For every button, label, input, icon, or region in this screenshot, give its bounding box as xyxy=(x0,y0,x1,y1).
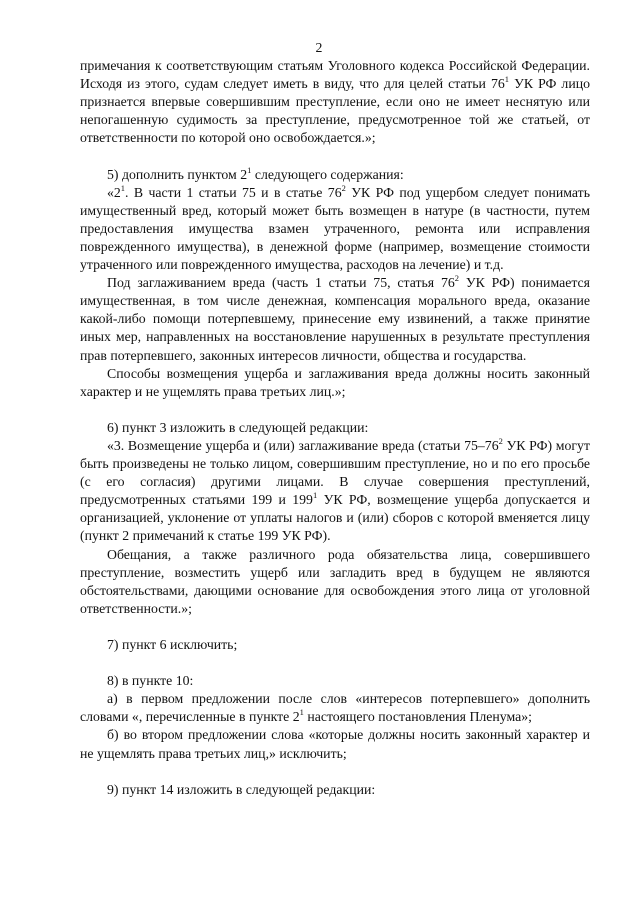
text-segment: УК РФ) понимается имущественная, в том числе денежная, компенсация морального вреда, оказание какой-либо помощи потерпевшему, принесение ему извинений, а также принятие иных мер, направленных на восстановление нарушенных в результате преступления прав потерпевшего, законных интересов личности, общества и государства. xyxy=(80,275,590,363)
text-segment: Способы возмещения ущерба и заглаживания вреда должны носить законный характер и не ущемлять права третьих лиц.»; xyxy=(80,365,590,399)
paragraph-p9 xyxy=(80,636,590,654)
superscript-index: 2 xyxy=(454,273,459,284)
text-segment: Обещания, а также различного рода обязательства лица, совершившего преступление, возместить ущерб или загладить вред в будущем не являются обстоятельствами, дающими основание для освобождения этого лица от уголовной ответственности.»; xyxy=(80,546,590,616)
paragraph-p4 xyxy=(80,274,590,364)
superscript-index: 1 xyxy=(504,74,510,85)
superscript-index: 2 xyxy=(498,435,503,446)
superscript-index: 1 xyxy=(247,164,252,175)
text-segment: следующего содержания: xyxy=(251,166,404,182)
superscript-index: 1 xyxy=(120,182,126,193)
text-segment: УК РФ, возмещение ущерба допускается и организацией, уклонение от уплаты налогов и (или) сборов с которой вменяется лицу (пункт 2 примечаний к статье 199 УК РФ). xyxy=(80,492,590,544)
paragraph-p2 xyxy=(80,166,590,184)
text-segment: «3. Возмещение ущерба и (или) заглаживание вреда (статьи 75–76 xyxy=(107,437,499,453)
paragraph-p5 xyxy=(80,365,590,401)
paragraph-p6 xyxy=(80,419,590,437)
text-segment: УК РФ) могут быть произведены не только лицом, совершившим преступление, но и по его просьбе (с его согласия) другими лицами. В случае совершения преступлений, предусмотренных статьями 199 и 199 xyxy=(80,437,590,508)
text-segment: 5) дополнить пунктом 2 xyxy=(107,166,248,182)
text-segment: УК РФ лицо признается впервые совершившим преступление, если оно не имеет неснятую или непогашенную судимость за преступление, предусмотренное той же статьей, от ответственности по которой оно освобождается.»; xyxy=(80,76,590,146)
paragraph-p13 xyxy=(80,781,590,799)
paragraph-p10 xyxy=(80,672,590,690)
text-segment: настоящего постановления Пленума»; xyxy=(303,709,533,725)
text-segment: «2 xyxy=(107,184,121,200)
text-segment: Под заглаживанием вреда (часть 1 статьи 75, статья 76 xyxy=(107,275,455,291)
text-segment: УК РФ под ущербом следует понимать имущественный вред, который может быть возмещен в натуре (в частности, путем предоставления имущества взамен утраченного, ремонта или исправления поврежденного имущества), в денежной форме (например, возмещение стоимости утраченного или поврежденного имущества, расходов на лечение) и т.д. xyxy=(80,184,591,273)
text-segment: 6) пункт 3 изложить в следующей редакции: xyxy=(107,419,369,435)
document-body xyxy=(80,57,590,799)
superscript-index: 2 xyxy=(341,182,346,193)
text-segment: б) во втором предложении слова «которые должны носить законный характер и не ущемлять права третьих лиц,» исключить; xyxy=(80,727,590,761)
paragraph-p12 xyxy=(80,726,590,762)
text-segment: 7) пункт 6 исключить; xyxy=(107,637,238,652)
text-segment: . В части 1 статьи 75 и в статье 76 xyxy=(125,184,342,200)
text-segment: 8) в пункте 10: xyxy=(107,673,194,689)
paragraph-p7 xyxy=(80,437,590,546)
paragraph-p8 xyxy=(80,546,590,618)
paragraph-p3 xyxy=(80,184,590,274)
page-number: 2 xyxy=(315,40,323,55)
text-segment: примечания к соответствующим статьям Уголовного кодекса Российской Федерации. Исходя из этого, судам следует иметь в виду, что для целей статьи 76 xyxy=(80,58,590,92)
paragraph-p11 xyxy=(80,690,590,726)
text-segment: а) в первом предложении после слов «интересов потерпевшего» дополнить словами «, перечисленные в пункте 2 xyxy=(80,691,590,725)
text-segment: 9) пункт 14 изложить в следующей редакции: xyxy=(107,781,376,797)
superscript-index: 1 xyxy=(299,707,304,718)
superscript-index: 1 xyxy=(312,490,318,501)
paragraph-p1 xyxy=(80,57,590,147)
